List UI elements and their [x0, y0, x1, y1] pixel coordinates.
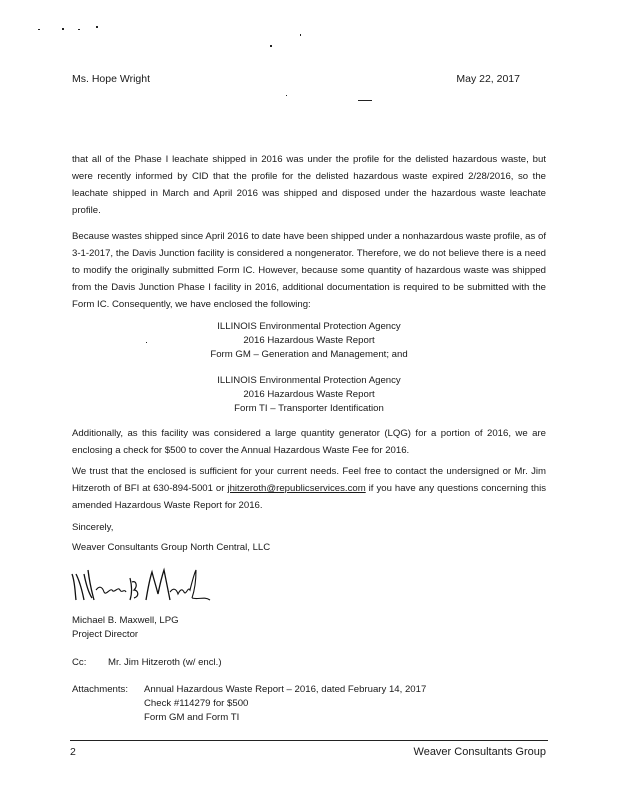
footer-company: Weaver Consultants Group	[413, 746, 546, 758]
cc-value: Mr. Jim Hitzeroth (w/ encl.)	[108, 657, 222, 668]
scan-speck	[96, 26, 98, 28]
contact-text-end: if you have any questions concerning this amended Hazardous Waste Report for 2016.	[72, 483, 546, 511]
paragraph-contact	[72, 463, 546, 514]
page-number: 2	[70, 746, 76, 758]
scan-speck	[286, 95, 287, 96]
letter-date: May 22, 2017	[456, 73, 520, 85]
enclosure-line: ILLINOIS Environmental Protection Agency	[217, 321, 401, 332]
enclosure-form-ti	[72, 374, 546, 417]
signature	[66, 560, 216, 608]
company-name: Weaver Consultants Group North Central, LLC	[72, 542, 271, 553]
paragraph-nongenerator: Because wastes shipped since April 2016 to date have been shipped under a nonhazardous waste profile, as of 3-1-2017, the Davis Junction facility is considered a nongenerator. Therefore, we do not believe there is a need to modify the originally submitted Form IC. However, because some quantity of hazardous waste was shipped from the Davis Junction Phase I facility in 2016, additional documentation is required to be submitted with the Form IC. Consequently, we have enclosed the following:	[72, 231, 546, 310]
attachments-label: Attachments:	[72, 684, 128, 695]
signer-title: Project Director	[72, 629, 139, 640]
scan-speck	[62, 28, 64, 30]
salutation: Sincerely,	[72, 522, 114, 533]
recipient-name: Ms. Hope Wright	[72, 73, 150, 85]
footer-divider	[70, 740, 548, 741]
enclosure-line: ILLINOIS Environmental Protection Agency	[217, 375, 401, 386]
scan-speck	[38, 29, 40, 30]
enclosure-line: 2016 Hazardous Waste Report	[243, 389, 375, 401]
contact-text: We trust that the enclosed is sufficient for your current needs. Feel free to contact the undersigned or Mr. Jim Hitzeroth of BFI at 630-894-5001 or	[72, 466, 546, 494]
paragraph-lqg-fee: Additionally, as this facility was considered a large quantity generator (LQG) for a portion of 2016, we are enclosing a check for $500 to cover the Annual Hazardous Waste Fee for 2016.	[72, 428, 546, 456]
enclosure-form-gm	[72, 320, 546, 363]
scan-speck	[78, 29, 80, 30]
email-link[interactable]: jhitzeroth@republicservices.com	[227, 483, 366, 494]
attachment-item: Form GM and Form TI	[144, 712, 240, 723]
cc-label: Cc:	[72, 657, 87, 668]
signer-name: Michael B. Maxwell, LPG	[72, 615, 179, 626]
scan-speck	[270, 45, 272, 47]
enclosure-line: Form GM – Generation and Management; and	[210, 349, 408, 361]
attachment-item: Check #114279 for $500	[144, 698, 249, 709]
scan-speck	[300, 34, 301, 36]
scan-speck	[358, 100, 372, 101]
attachment-item: Annual Hazardous Waste Report – 2016, dated February 14, 2017	[144, 684, 427, 695]
paragraph-leachate: that all of the Phase I leachate shipped in 2016 was under the profile for the delisted hazardous waste, but were recently informed by CID that the profile for the delisted hazardous waste expired 2/28/2016, so the leachate shipped in March and April 2016 was shipped and disposed under the hazardous waste leachate profile.	[72, 154, 546, 216]
enclosure-line: 2016 Hazardous Waste Report	[243, 335, 375, 347]
enclosure-line: Form TI – Transporter Identification	[234, 403, 384, 415]
attachments-list	[144, 683, 426, 725]
